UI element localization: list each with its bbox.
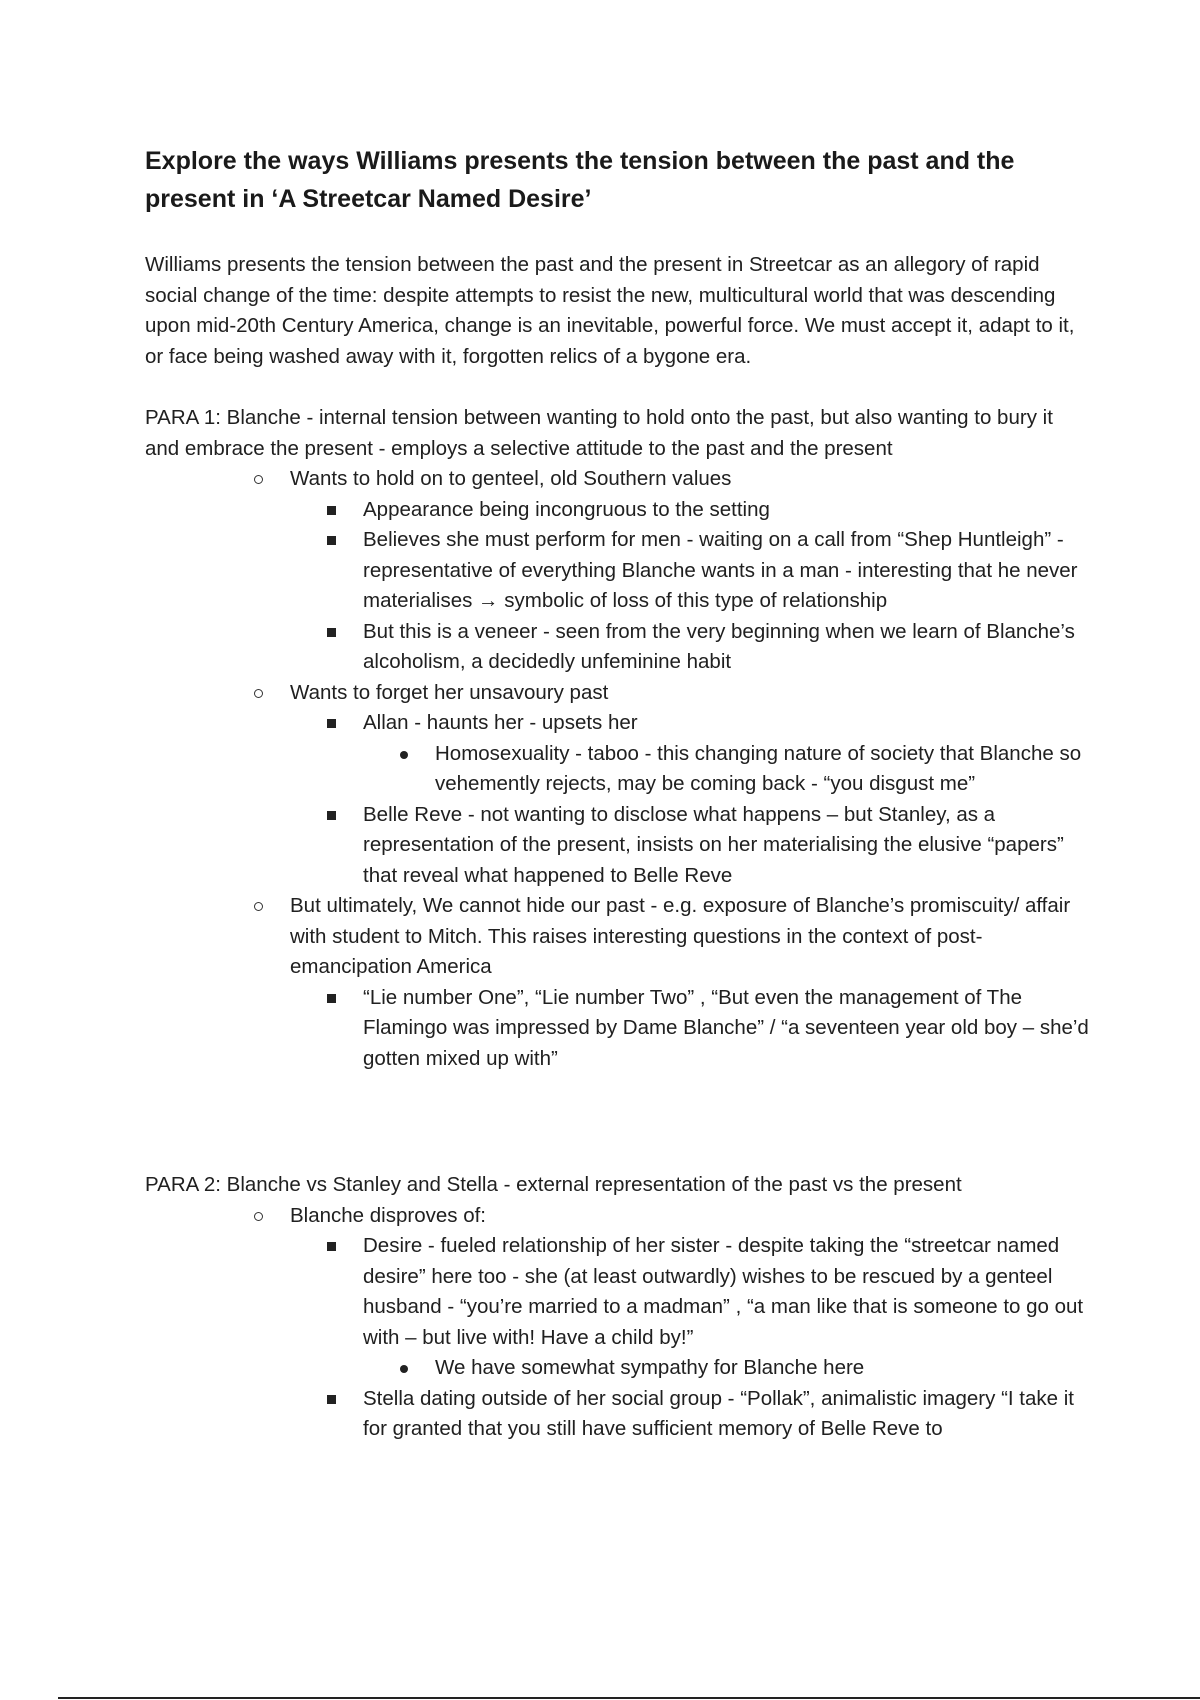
- para-1-list: [0, 464, 1200, 1074]
- hollow-circle-bullet-icon: [254, 689, 263, 698]
- list-item: Appearance being incongruous to the setting: [0, 495, 1093, 526]
- para-1-section: [0, 403, 1200, 1074]
- hollow-circle-bullet-icon: [254, 902, 263, 911]
- para-2-section: [0, 1170, 1200, 1445]
- square-bullet-icon: [327, 536, 336, 545]
- footer-divider: [58, 1697, 1200, 1699]
- list-item: But ultimately, We cannot hide our past - e.g. exposure of Blanche’s promiscuity/ affair with student to Mitch. This raises interesting questions in the context of post-emancipation America: [0, 891, 1090, 983]
- list-item: Wants to hold on to genteel, old Southern values: [0, 464, 1090, 495]
- square-bullet-icon: [327, 811, 336, 820]
- para-1-heading: PARA 1: Blanche - internal tension between wanting to hold onto the past, but also wanting to bury it and embrace the present - employs a selective attitude to the past and the present: [145, 406, 1053, 460]
- list-item: “Lie number One”, “Lie number Two” , “But even the management of The Flamingo was impressed by Dame Blanche” / “a seventeen year old boy – she’d gotten mixed up with”: [0, 983, 1093, 1075]
- square-bullet-icon: [327, 506, 336, 515]
- square-bullet-icon: [327, 719, 336, 728]
- list-item: But this is a veneer - seen from the very beginning when we learn of Blanche’s alcoholism, a decidedly unfeminine habit: [0, 617, 1093, 678]
- list-item: Blanche disproves of:: [0, 1201, 1090, 1232]
- filled-dot-bullet-icon: [400, 1365, 408, 1373]
- square-bullet-icon: [327, 994, 336, 1003]
- list-item: Belle Reve - not wanting to disclose what happens – but Stanley, as a representation of the present, insists on her materialising the elusive “papers” that reveal what happened to Belle Reve: [0, 800, 1093, 892]
- square-bullet-icon: [327, 628, 336, 637]
- list-item: Homosexuality - taboo - this changing nature of society that Blanche so vehemently rejects, may be coming back - “you disgust me”: [0, 739, 1095, 800]
- square-bullet-icon: [327, 1395, 336, 1404]
- hollow-circle-bullet-icon: [254, 475, 263, 484]
- list-item: Wants to forget her unsavoury past: [0, 678, 1090, 709]
- list-item: Stella dating outside of her social group - “Pollak”, animalistic imagery “I take it for granted that you still have sufficient memory of Belle Reve to: [0, 1384, 1093, 1445]
- list-item: Allan - haunts her - upsets her: [0, 708, 1093, 739]
- filled-dot-bullet-icon: [400, 751, 408, 759]
- list-item: Desire - fueled relationship of her sister - despite taking the “streetcar named desire” here too - she (at least outwardly) wishes to be rescued by a genteel husband - “you’re married to a madman” , “a man like that is someone to go out with – but live with! Have a child by!”: [0, 1231, 1093, 1353]
- para-2-heading: PARA 2: Blanche vs Stanley and Stella - external representation of the past vs the present: [145, 1173, 962, 1196]
- para-2-list: [0, 1201, 1200, 1445]
- intro-paragraph: Williams presents the tension between the past and the present in Streetcar as an allegory of rapid social change of the time: despite attempts to resist the new, multicultural world that was descending upon mid-20th Century America, change is an inevitable, powerful force. We must accept it, adapt to it, or face being washed away with it, forgotten relics of a bygone era.: [145, 253, 1075, 368]
- essay-title: Explore the ways Williams presents the tension between the past and the present in ‘A Streetcar Named Desire’: [145, 147, 1015, 213]
- hollow-circle-bullet-icon: [254, 1212, 263, 1221]
- list-item: Believes she must perform for men - waiting on a call from “Shep Huntleigh” - representative of everything Blanche wants in a man - interesting that he never materialises → symbolic of loss of this type of relationship: [0, 525, 1093, 617]
- square-bullet-icon: [327, 1242, 336, 1251]
- list-item: We have somewhat sympathy for Blanche here: [0, 1353, 1095, 1384]
